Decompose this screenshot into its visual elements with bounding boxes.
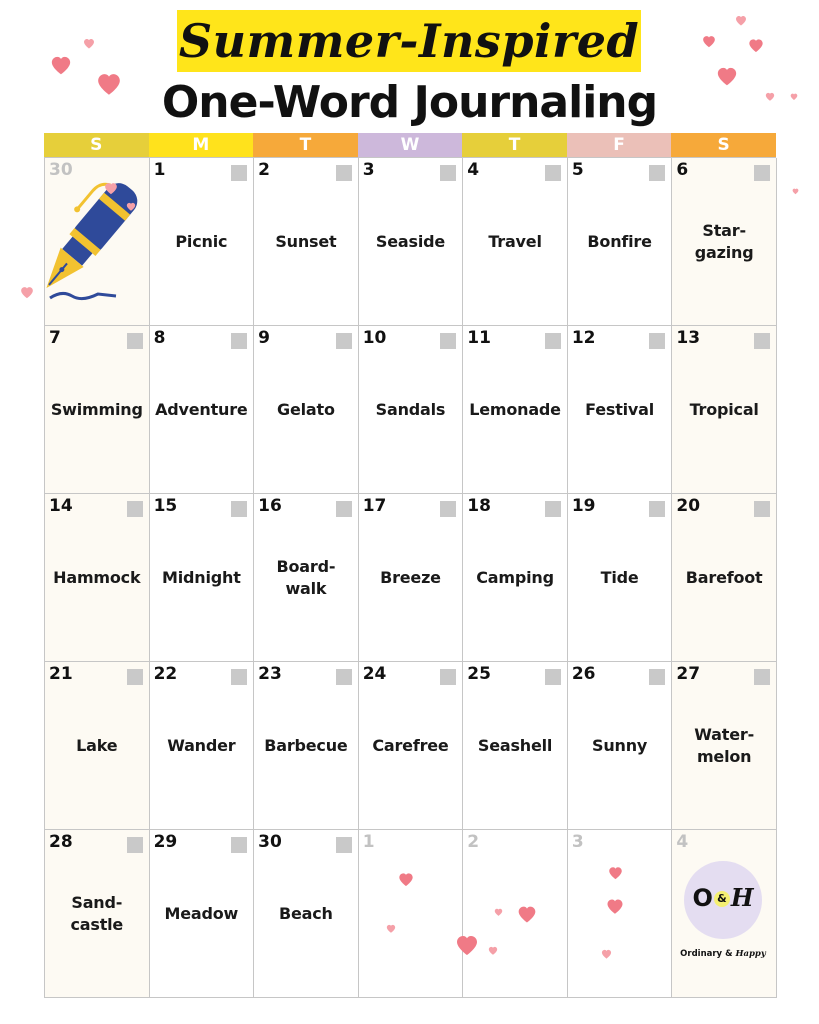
journal-word: Beach xyxy=(279,903,333,923)
day-number: 1 xyxy=(362,832,375,852)
journal-word: Hammock xyxy=(53,567,141,587)
day-number: 8 xyxy=(153,328,166,348)
day-checkbox[interactable] xyxy=(336,669,352,685)
logo-mark: O & H xyxy=(692,883,754,912)
day-of-week-label: M xyxy=(149,133,254,157)
journal-word: Sunny xyxy=(592,735,648,755)
heart-icon xyxy=(455,934,479,958)
day-checkbox[interactable] xyxy=(754,501,770,517)
journal-word: Lemonade xyxy=(469,399,561,419)
day-checkbox[interactable] xyxy=(545,165,561,181)
calendar-day-cell xyxy=(45,326,150,494)
day-number: 17 xyxy=(362,496,387,516)
day-number: 4 xyxy=(676,832,689,852)
day-checkbox[interactable] xyxy=(127,333,143,349)
day-of-week-label: T xyxy=(462,133,567,157)
heart-icon xyxy=(735,15,747,27)
calendar-day-cell xyxy=(254,494,359,662)
calendar-day-cell xyxy=(463,494,568,662)
day-of-week-label: T xyxy=(253,133,358,157)
journal-word: Sandals xyxy=(375,399,446,419)
day-number: 29 xyxy=(153,832,178,852)
day-checkbox[interactable] xyxy=(336,333,352,349)
day-number: 16 xyxy=(258,496,282,516)
journal-word: Seashell xyxy=(477,735,553,755)
day-number: 10 xyxy=(362,328,387,348)
journal-word: Star- gazing xyxy=(694,220,754,262)
journal-word: Bonfire xyxy=(587,231,652,251)
calendar-day-cell xyxy=(150,158,255,326)
day-of-week-label: S xyxy=(671,133,776,157)
day-checkbox[interactable] xyxy=(649,165,665,181)
day-checkbox[interactable] xyxy=(336,837,352,853)
day-number: 12 xyxy=(571,328,596,348)
day-number: 2 xyxy=(258,160,270,180)
day-number: 23 xyxy=(258,664,282,684)
day-checkbox[interactable] xyxy=(754,165,770,181)
heart-icon xyxy=(50,55,72,77)
day-number: 6 xyxy=(676,160,689,180)
day-number: 30 xyxy=(258,832,282,852)
heart-icon xyxy=(494,908,503,917)
heart-icon xyxy=(20,286,34,300)
calendar-day-cell xyxy=(45,494,150,662)
day-checkbox[interactable] xyxy=(754,333,770,349)
journal-word: Barefoot xyxy=(685,567,763,587)
calendar-day-cell xyxy=(150,662,255,830)
heart-icon xyxy=(398,872,414,888)
day-checkbox[interactable] xyxy=(545,333,561,349)
day-number: 19 xyxy=(571,496,596,516)
day-number: 14 xyxy=(49,496,73,516)
heart-icon xyxy=(104,182,118,196)
calendar-day-cell xyxy=(254,158,359,326)
day-number: 5 xyxy=(571,160,584,180)
heart-icon xyxy=(517,905,537,925)
day-checkbox[interactable] xyxy=(127,669,143,685)
journal-word: Swimming xyxy=(50,399,143,419)
journal-word: Board- walk xyxy=(276,556,336,598)
day-of-week-label: S xyxy=(44,133,149,157)
day-checkbox[interactable] xyxy=(545,669,561,685)
day-number: 27 xyxy=(676,664,701,684)
heart-icon xyxy=(606,898,624,916)
day-number: 7 xyxy=(49,328,61,348)
day-number: 26 xyxy=(571,664,596,684)
calendar-day-cell xyxy=(150,326,255,494)
day-number: 21 xyxy=(49,664,73,684)
day-checkbox[interactable] xyxy=(649,669,665,685)
page-title-line1: Summer-Inspired xyxy=(178,14,640,68)
day-checkbox[interactable] xyxy=(336,501,352,517)
day-checkbox[interactable] xyxy=(231,165,247,181)
heart-icon xyxy=(488,946,498,956)
day-number: 15 xyxy=(153,496,178,516)
journal-word: Festival xyxy=(585,399,655,419)
day-of-week-header xyxy=(44,133,776,157)
journal-word: Picnic xyxy=(175,231,228,251)
day-number: 9 xyxy=(258,328,270,348)
calendar-day-cell xyxy=(254,662,359,830)
day-checkbox[interactable] xyxy=(440,501,456,517)
day-number: 1 xyxy=(153,160,166,180)
calendar-day-cell xyxy=(568,158,673,326)
day-checkbox[interactable] xyxy=(649,501,665,517)
day-checkbox[interactable] xyxy=(440,165,456,181)
calendar-day-cell xyxy=(463,830,568,998)
day-number: 18 xyxy=(467,496,491,516)
calendar-day-cell xyxy=(568,494,673,662)
calendar-day-cell xyxy=(463,158,568,326)
day-checkbox[interactable] xyxy=(231,669,247,685)
day-number: 3 xyxy=(571,832,584,852)
day-checkbox[interactable] xyxy=(440,333,456,349)
journal-word: Midnight xyxy=(162,567,241,587)
calendar-day-cell xyxy=(568,326,673,494)
calendar-day-cell xyxy=(359,326,464,494)
journal-word: Water- melon xyxy=(694,724,755,766)
heart-icon xyxy=(716,66,738,88)
brand-logo xyxy=(671,828,775,995)
heart-icon xyxy=(126,202,136,212)
day-checkbox[interactable] xyxy=(336,165,352,181)
day-number: 22 xyxy=(153,664,178,684)
day-of-week-label: F xyxy=(567,133,672,157)
heart-icon xyxy=(792,188,799,195)
heart-icon xyxy=(702,35,716,49)
calendar xyxy=(44,133,776,998)
day-number: 28 xyxy=(49,832,73,852)
journal-word: Travel xyxy=(488,231,542,251)
calendar-day-cell xyxy=(359,830,464,998)
journal-word: Seaside xyxy=(375,231,446,251)
calendar-day-cell xyxy=(463,326,568,494)
journal-word: Tide xyxy=(600,567,639,587)
fountain-pen-icon xyxy=(20,180,150,305)
logo-wordmark: Ordinary & Happy xyxy=(680,949,766,959)
calendar-day-cell xyxy=(672,494,777,662)
day-number: 24 xyxy=(362,664,387,684)
day-checkbox[interactable] xyxy=(440,669,456,685)
journal-word: Breeze xyxy=(380,567,441,587)
heart-icon xyxy=(83,38,95,50)
day-checkbox[interactable] xyxy=(545,501,561,517)
calendar-day-cell xyxy=(45,662,150,830)
day-of-week-label: W xyxy=(358,133,463,157)
day-number: 2 xyxy=(467,832,480,852)
journal-word: Barbecue xyxy=(264,735,348,755)
calendar-day-cell xyxy=(359,662,464,830)
day-number: 25 xyxy=(467,664,491,684)
journal-word: Lake xyxy=(76,735,118,755)
day-checkbox[interactable] xyxy=(754,669,770,685)
calendar-day-cell xyxy=(672,662,777,830)
calendar-day-cell xyxy=(672,158,777,326)
journal-word: Wander xyxy=(167,735,236,755)
calendar-day-cell xyxy=(359,494,464,662)
journal-word: Sunset xyxy=(275,231,337,251)
header xyxy=(0,0,819,132)
heart-icon xyxy=(748,38,764,54)
heart-icon xyxy=(790,93,798,101)
calendar-day-cell xyxy=(254,326,359,494)
day-number: 13 xyxy=(676,328,701,348)
calendar-day-cell xyxy=(150,494,255,662)
calendar-day-cell xyxy=(463,662,568,830)
day-number: 30 xyxy=(49,160,73,180)
day-checkbox[interactable] xyxy=(231,837,247,853)
day-checkbox[interactable] xyxy=(231,333,247,349)
calendar-day-cell xyxy=(254,830,359,998)
journal-word: Adventure xyxy=(155,399,248,419)
calendar-day-cell xyxy=(672,326,777,494)
calendar-day-cell xyxy=(568,662,673,830)
journal-word: Sand- castle xyxy=(70,892,124,934)
day-number: 20 xyxy=(676,496,701,516)
page-title-line2: One-Word Journaling xyxy=(161,77,658,128)
day-number: 4 xyxy=(467,160,480,180)
journal-word: Carefree xyxy=(372,735,449,755)
heart-icon xyxy=(96,72,122,98)
calendar-day-cell xyxy=(359,158,464,326)
day-checkbox[interactable] xyxy=(127,501,143,517)
heart-icon xyxy=(608,866,623,881)
heart-icon xyxy=(601,949,612,960)
day-checkbox[interactable] xyxy=(127,837,143,853)
journal-word: Gelato xyxy=(277,399,335,419)
journal-word: Camping xyxy=(476,567,554,587)
day-checkbox[interactable] xyxy=(231,501,247,517)
heart-icon xyxy=(765,92,775,102)
journal-word: Tropical xyxy=(689,399,759,419)
day-number: 11 xyxy=(467,328,491,348)
day-checkbox[interactable] xyxy=(649,333,665,349)
calendar-day-cell xyxy=(45,830,150,998)
journal-word: Meadow xyxy=(164,903,239,923)
calendar-day-cell xyxy=(150,830,255,998)
day-number: 3 xyxy=(362,160,375,180)
heart-icon xyxy=(386,924,396,934)
